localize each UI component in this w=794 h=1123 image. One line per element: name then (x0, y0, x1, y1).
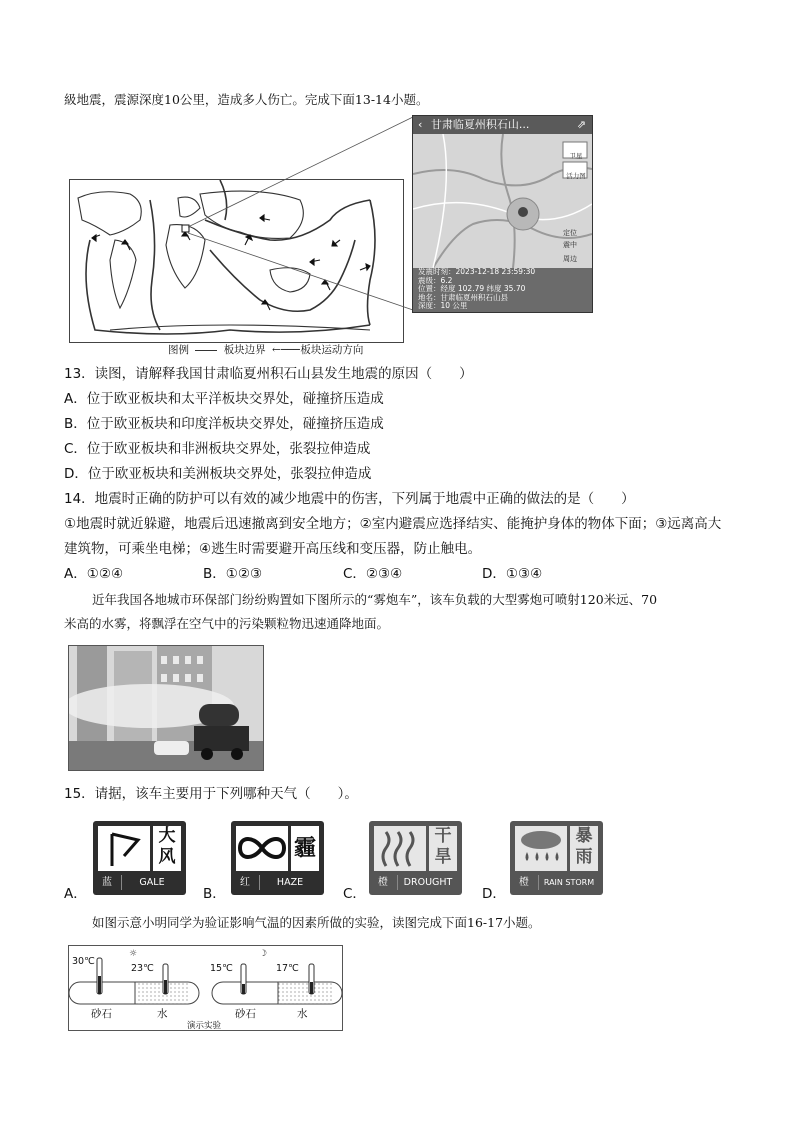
haze-symbol (236, 826, 288, 871)
label-water-1: 水 (157, 1008, 168, 1020)
svg-text:☼: ☼ (129, 949, 138, 959)
legend-motion: 板块运动方向 (300, 344, 364, 356)
quake-magnitude: 震级：6.2 (418, 275, 453, 285)
rainstorm-warning-icon (510, 821, 603, 895)
back-icon[interactable]: ‹ (418, 118, 423, 131)
temp-water-day: 23℃ (131, 963, 154, 974)
rainstorm-symbol (515, 826, 567, 871)
label-water-2: 水 (297, 1008, 308, 1020)
locate-button[interactable]: 定位 (563, 229, 577, 237)
experiment-caption: 演示实验 (187, 1021, 222, 1031)
q13-option-d: D．位于欧亚板块和美洲板块交界处，张裂拉伸造成 (64, 466, 372, 482)
haze-warning-icon (231, 821, 324, 895)
boundary-line-icon (195, 350, 217, 351)
earthquake-app-screenshot (412, 115, 593, 313)
q15-letter-a: A． (64, 886, 87, 902)
passage3-text: 如图示意小明同学为验证影响气温的因素所做的实验，读图完成下面16-17小题。 (92, 915, 541, 930)
quake-time: 发震时刻：2023-12-18 23:59:30 (418, 267, 536, 276)
intro-text: 級地震，震源深度10公里，造成多人伤亡。完成下面13-14小题。 (64, 92, 429, 107)
q13-option-b: B．位于欧亚板块和印度洋板块交界处，碰撞挤压造成 (64, 416, 384, 432)
temp-sand-night: 15℃ (210, 963, 233, 974)
haze-level: 红 (240, 877, 250, 888)
drought-name: DROUGHT (397, 875, 458, 890)
drought-symbol (374, 826, 426, 871)
q14-text-2: 建筑物，可乘坐电梯；④逃生时需要避开高压线和变压器，防止触电。 (64, 541, 482, 557)
fog-cannon-drawing (69, 646, 263, 770)
layer-button[interactable]: 卫星 (569, 152, 583, 160)
q14-stem: 14．地震时正确的防护可以有效的减少地震中的伤害，下列属于地震中正确的做法的是（ ） (64, 491, 635, 507)
q13-option-c: C．位于欧亚板块和非洲板块交界处，张裂拉伸造成 (64, 441, 371, 457)
drought-title: 干旱 (429, 826, 457, 871)
legend-prefix: 图例 (168, 344, 189, 356)
fog-cannon-photo (68, 645, 264, 771)
quake-location: 位置：经度 102.79 纬度 35.70 (418, 284, 526, 294)
svg-text:☽: ☽ (259, 949, 268, 959)
q13-stem: 13．读图，请解释我国甘肃临夏州积石山县发生地震的原因（ ） (64, 366, 473, 382)
q14-option-d: D．①③④ (482, 566, 543, 582)
temp-water-night: 17℃ (276, 963, 299, 974)
experiment-figure (68, 945, 343, 1031)
q14-option-a: A．①②④ (64, 566, 124, 582)
q15-letter-b: B． (203, 886, 226, 902)
legend-boundary: 板块边界 (223, 344, 266, 356)
quake-place: 地名：甘肃临夏州积石山县 (418, 292, 508, 302)
phone-title-bar (413, 116, 592, 134)
quake-depth: 深度：10 公里 (418, 301, 468, 311)
rainstorm-title: 暴雨 (570, 826, 598, 871)
north-america-outline (78, 192, 141, 235)
q15-stem: 15．请据，该车主要用于下列哪种天气（ ）。 (64, 786, 358, 802)
epicenter-button[interactable]: 震中 (563, 241, 577, 249)
south-america-outline (110, 240, 136, 308)
nearby-button[interactable]: 周边 (563, 255, 577, 263)
q14-text-1: ①地震时就近躲避，地震后迅速撤离到安全地方；②室内避震应选择结实、能掩护身体的物体下面；③远离高大 (64, 516, 722, 532)
haze-title: 霾 (291, 826, 319, 871)
q15-letter-c: C． (343, 886, 366, 902)
quake-info-panel (413, 268, 592, 312)
drought-warning-icon (369, 821, 462, 895)
heatmap-button[interactable]: 活力图 (566, 172, 586, 180)
phone-title: 甘肃临夏州积石山... (430, 118, 530, 131)
haze-name: HAZE (259, 875, 320, 890)
map-legend (168, 342, 363, 357)
q14-option-c: C．②③④ (343, 566, 403, 582)
q13-option-a: A．位于欧亚板块和太平洋板块交界处，碰撞挤压造成 (64, 391, 384, 407)
zoom-connector (180, 115, 415, 315)
passage2-line1: 近年我国各地城市环保部门纷纷购置如下图所示的“雾炮车”，该车负载的大型雾炮可喷射120米远、70 (92, 592, 658, 607)
passage2-line2: 米高的水雾，将飘浮在空气中的污染颗粒物迅速通降地面。 (64, 616, 390, 631)
label-sand-2: 砂石 (235, 1008, 256, 1020)
label-sand-1: 砂石 (91, 1008, 112, 1020)
gale-symbol (98, 826, 150, 871)
rainstorm-level: 橙 (519, 877, 529, 888)
gale-name: GALE (121, 875, 182, 890)
q14-option-b: B．①②③ (203, 566, 263, 582)
gale-title: 大风 (153, 826, 181, 871)
share-icon[interactable]: ⇗ (576, 118, 586, 131)
q15-letter-d: D． (482, 886, 506, 902)
temp-sand-day: 30℃ (72, 956, 95, 967)
gale-level: 蓝 (102, 877, 112, 888)
rainstorm-name: RAIN STORM (538, 875, 599, 890)
gale-warning-icon (93, 821, 186, 895)
motion-arrow-icon: ←─── (272, 344, 300, 356)
drought-level: 橙 (378, 877, 388, 888)
